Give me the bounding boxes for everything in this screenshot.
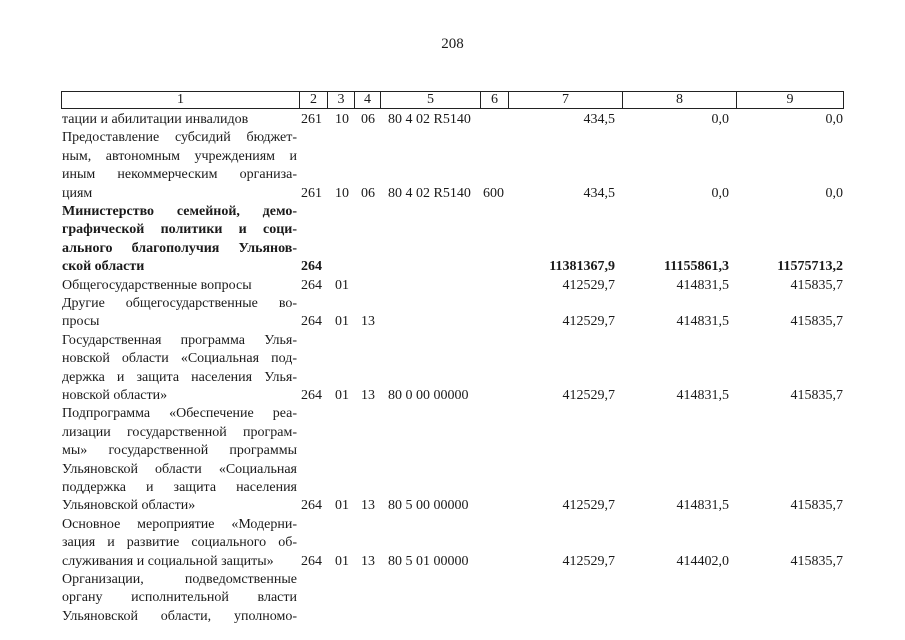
cell-c4: 06 bbox=[361, 185, 375, 201]
description-line: служивания и социальной защиты» bbox=[62, 553, 274, 569]
description-line: новской области «Социальная под- bbox=[62, 351, 297, 367]
header-col-3: 3 bbox=[327, 92, 354, 108]
cell-c3: 10 bbox=[335, 185, 349, 201]
cell-c2: 261 bbox=[301, 112, 322, 127]
cell-c9: 415835,7 bbox=[790, 553, 843, 569]
cell-c9: 415835,7 bbox=[790, 314, 843, 330]
description-line: Ульяновской области» bbox=[62, 498, 196, 514]
description-line: лизации государственной програм- bbox=[62, 424, 297, 440]
cell-c2: 264 bbox=[301, 277, 322, 293]
cell-c2: 261 bbox=[301, 185, 322, 201]
cell-c3: 01 bbox=[335, 277, 349, 293]
description-line: зация и развитие социального об- bbox=[62, 535, 297, 551]
description-line: Предоставление субсидий бюджет- bbox=[62, 130, 297, 146]
cell-c5: 80 0 00 00000 bbox=[388, 387, 469, 403]
cell-c8: 414831,5 bbox=[676, 498, 729, 514]
cell-c3: 01 bbox=[335, 553, 349, 569]
cell-c8: 414831,5 bbox=[676, 277, 729, 293]
cell-c7: 11381367,9 bbox=[549, 259, 615, 275]
cell-c2: 264 bbox=[301, 553, 322, 569]
cell-c7: 434,5 bbox=[583, 112, 615, 127]
cell-c8: 0,0 bbox=[711, 112, 729, 127]
description-line: Министерство семейной, демо- bbox=[62, 204, 297, 219]
description-line: Общегосударственные вопросы bbox=[62, 277, 252, 293]
header-col-1: 1 bbox=[177, 92, 184, 107]
table-row bbox=[0, 295, 905, 332]
description-line: органу исполнительной власти bbox=[62, 590, 297, 606]
header-col-5: 5 bbox=[380, 92, 480, 108]
table-row bbox=[0, 203, 905, 277]
row-description bbox=[62, 571, 297, 626]
cell-c4: 06 bbox=[361, 112, 375, 127]
table-row bbox=[0, 405, 905, 515]
cell-c8: 414402,0 bbox=[676, 553, 729, 569]
row-description bbox=[62, 332, 297, 406]
cell-c4: 13 bbox=[361, 553, 375, 569]
cell-c4: 13 bbox=[361, 498, 375, 514]
cell-c7: 412529,7 bbox=[562, 314, 615, 330]
table-row bbox=[0, 111, 905, 129]
row-description bbox=[62, 516, 297, 571]
header-col-6: 6 bbox=[480, 92, 508, 108]
cell-c9: 415835,7 bbox=[790, 387, 843, 403]
cell-c7: 434,5 bbox=[583, 185, 615, 201]
cell-c3: 10 bbox=[335, 112, 349, 127]
row-description bbox=[62, 277, 297, 295]
row-description bbox=[62, 295, 297, 332]
cell-c2: 264 bbox=[301, 314, 322, 330]
header-col-4: 4 bbox=[354, 92, 380, 108]
cell-c3: 01 bbox=[335, 314, 349, 330]
page-number: 208 bbox=[441, 36, 464, 52]
description-line: иным некоммерческим организа- bbox=[62, 167, 297, 183]
description-line: циям bbox=[62, 185, 93, 201]
description-line: ным, автономным учреждениям и bbox=[62, 148, 297, 164]
table-row bbox=[0, 129, 905, 203]
description-line: Основное мероприятие «Модерни- bbox=[62, 516, 297, 532]
description-line: просы bbox=[62, 314, 100, 330]
cell-c8: 0,0 bbox=[711, 185, 729, 201]
cell-c9: 415835,7 bbox=[790, 277, 843, 293]
header-col-2: 2 bbox=[299, 92, 327, 108]
cell-c2: 264 bbox=[301, 259, 322, 275]
cell-c7: 412529,7 bbox=[562, 553, 615, 569]
cell-c3: 01 bbox=[335, 498, 349, 514]
cell-c8: 11155861,3 bbox=[664, 259, 729, 275]
cell-c3: 01 bbox=[335, 387, 349, 403]
cell-c5: 80 5 01 00000 bbox=[388, 553, 469, 569]
cell-c6: 600 bbox=[483, 185, 504, 201]
description-line: новской области» bbox=[62, 387, 168, 403]
row-description bbox=[62, 129, 297, 203]
header-col-9: 9 bbox=[736, 92, 843, 108]
cell-c4: 13 bbox=[361, 314, 375, 330]
cell-c8: 414831,5 bbox=[676, 387, 729, 403]
description-line: держка и защита населения Улья- bbox=[62, 369, 297, 385]
cell-c9: 415835,7 bbox=[790, 498, 843, 514]
cell-c7: 412529,7 bbox=[562, 498, 615, 514]
cell-c5: 80 4 02 R5140 bbox=[388, 185, 471, 201]
description-line: Организации, подведомственные bbox=[62, 572, 297, 587]
description-line: Подпрограмма «Обеспечение реа- bbox=[62, 406, 297, 422]
table-header bbox=[61, 91, 844, 109]
description-line: Ульяновской области, уполномо- bbox=[62, 608, 297, 624]
description-line: графической политики и соци- bbox=[62, 222, 297, 238]
cell-c9: 11575713,2 bbox=[777, 259, 843, 275]
cell-c7: 412529,7 bbox=[562, 387, 615, 403]
header-col-8: 8 bbox=[622, 92, 736, 108]
cell-c5: 80 5 00 00000 bbox=[388, 498, 469, 514]
cell-c8: 414831,5 bbox=[676, 314, 729, 330]
description-line: Государственная программа Улья- bbox=[62, 332, 297, 348]
description-line: Другие общегосударственные во- bbox=[62, 296, 297, 311]
table-row bbox=[0, 516, 905, 571]
description-line: мы» государственной программы bbox=[62, 443, 297, 459]
row-description bbox=[62, 405, 297, 515]
description-line: поддержка и защита населения bbox=[62, 479, 297, 495]
description-line: ального благополучия Ульянов- bbox=[62, 240, 297, 256]
header-col-7: 7 bbox=[508, 92, 622, 108]
description-line: ской области bbox=[62, 259, 145, 275]
description-line: тации и абилитации инвалидов bbox=[62, 112, 249, 127]
description-line: Ульяновской области «Социальная bbox=[62, 461, 297, 477]
cell-c2: 264 bbox=[301, 498, 322, 514]
table-row bbox=[0, 571, 905, 626]
cell-c5: 80 4 02 R5140 bbox=[388, 112, 471, 127]
cell-c2: 264 bbox=[301, 387, 322, 403]
table-row bbox=[0, 277, 905, 295]
row-description bbox=[62, 111, 297, 129]
cell-c9: 0,0 bbox=[825, 112, 843, 127]
row-description bbox=[62, 203, 297, 277]
table-row bbox=[0, 332, 905, 406]
cell-c9: 0,0 bbox=[825, 185, 843, 201]
cell-c7: 412529,7 bbox=[562, 277, 615, 293]
cell-c4: 13 bbox=[361, 387, 375, 403]
